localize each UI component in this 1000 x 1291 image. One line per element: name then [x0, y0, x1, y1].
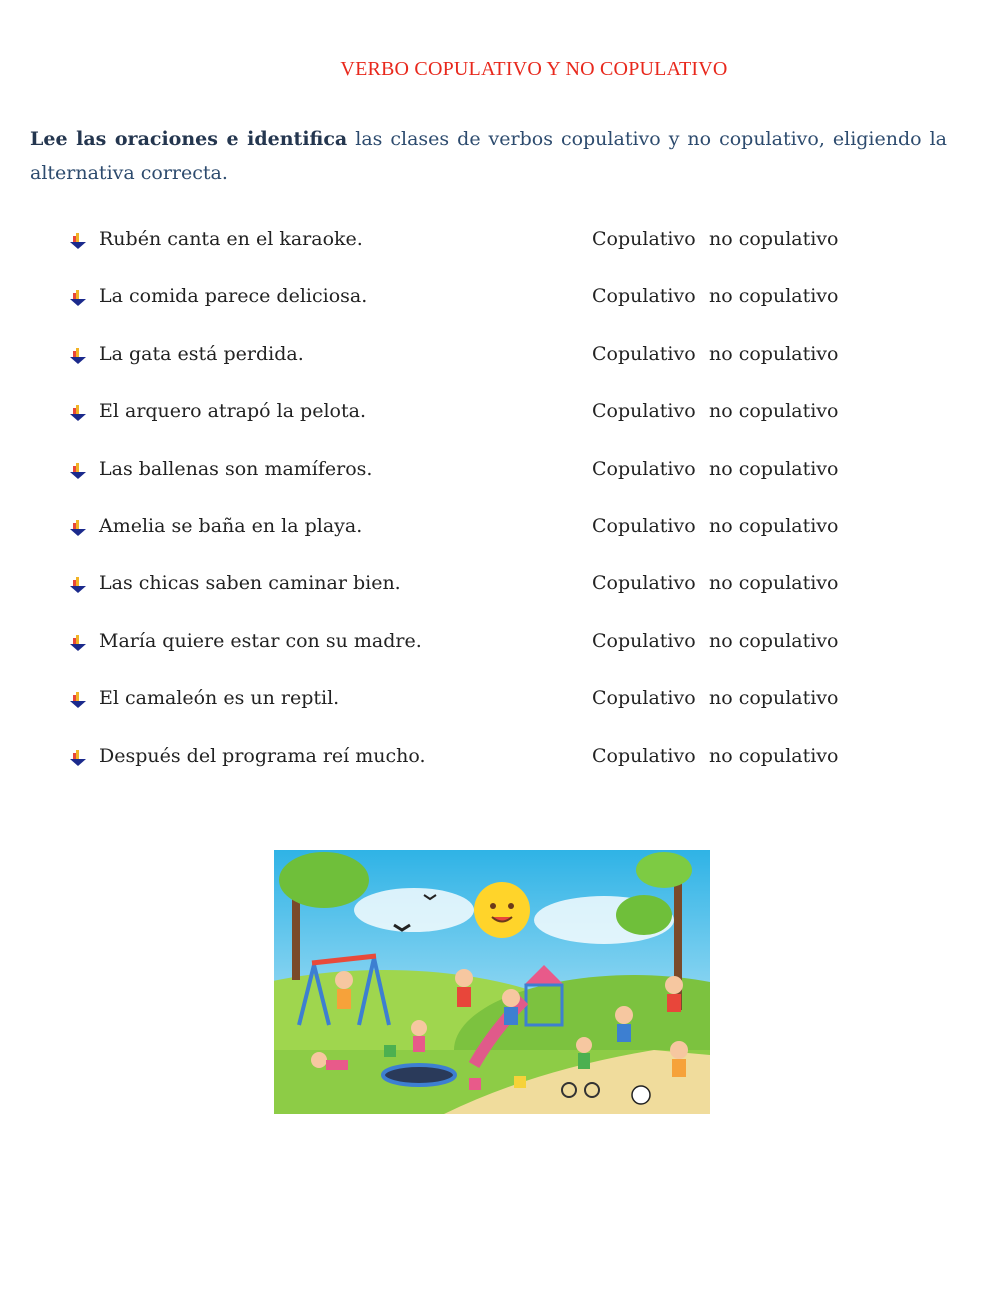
option-no-copulativo[interactable]: no copulativo	[709, 515, 839, 537]
arrow-bullet-icon	[68, 404, 88, 424]
option-copulativo[interactable]: Copulativo	[592, 228, 696, 250]
instructions-bold: Lee las oraciones e identifica	[30, 128, 348, 150]
exercise-item	[68, 630, 868, 660]
arrow-bullet-icon	[68, 347, 88, 367]
option-copulativo[interactable]: Copulativo	[592, 687, 696, 709]
arrow-bullet-icon	[68, 232, 88, 252]
exercise-item	[68, 515, 868, 545]
playground-image	[274, 850, 710, 1114]
arrow-bullet-icon	[68, 289, 88, 309]
exercise-item	[68, 745, 868, 775]
playground-illustration	[274, 850, 710, 1114]
sentence-text: El arquero atrapó la pelota.	[99, 400, 366, 422]
exercise-item	[68, 458, 868, 488]
option-no-copulativo[interactable]: no copulativo	[709, 745, 839, 767]
arrow-bullet-icon	[68, 634, 88, 654]
arrow-bullet-icon	[68, 519, 88, 539]
option-no-copulativo[interactable]: no copulativo	[709, 400, 839, 422]
sentence-text: Amelia se baña en la playa.	[99, 515, 363, 537]
exercise-item	[68, 285, 868, 315]
option-copulativo[interactable]: Copulativo	[592, 285, 696, 307]
instructions-text: las clases de verbos copulativo y no copulativo, eligiendo la alternativa correcta.	[30, 128, 947, 184]
arrow-bullet-icon	[68, 576, 88, 596]
worksheet-title: VERBO COPULATIVO Y NO COPULATIVO	[340, 58, 728, 80]
instructions	[30, 122, 947, 190]
option-no-copulativo[interactable]: no copulativo	[709, 343, 839, 365]
exercise-item	[68, 687, 868, 717]
exercise-item	[68, 228, 868, 258]
option-copulativo[interactable]: Copulativo	[592, 458, 696, 480]
sentence-text: María quiere estar con su madre.	[99, 630, 422, 652]
option-copulativo[interactable]: Copulativo	[592, 572, 696, 594]
option-copulativo[interactable]: Copulativo	[592, 630, 696, 652]
option-no-copulativo[interactable]: no copulativo	[709, 228, 839, 250]
sentence-text: La comida parece deliciosa.	[99, 285, 368, 307]
option-copulativo[interactable]: Copulativo	[592, 343, 696, 365]
exercise-item	[68, 400, 868, 430]
arrow-bullet-icon	[68, 462, 88, 482]
sentence-text: Las ballenas son mamíferos.	[99, 458, 373, 480]
arrow-bullet-icon	[68, 691, 88, 711]
arrow-bullet-icon	[68, 749, 88, 769]
option-no-copulativo[interactable]: no copulativo	[709, 458, 839, 480]
option-no-copulativo[interactable]: no copulativo	[709, 630, 839, 652]
sentence-text: Rubén canta en el karaoke.	[99, 228, 363, 250]
sentence-text: El camaleón es un reptil.	[99, 687, 340, 709]
option-no-copulativo[interactable]: no copulativo	[709, 572, 839, 594]
option-no-copulativo[interactable]: no copulativo	[709, 687, 839, 709]
sentence-text: La gata está perdida.	[99, 343, 304, 365]
option-copulativo[interactable]: Copulativo	[592, 515, 696, 537]
option-no-copulativo[interactable]: no copulativo	[709, 285, 839, 307]
exercise-item	[68, 343, 868, 373]
option-copulativo[interactable]: Copulativo	[592, 745, 696, 767]
option-copulativo[interactable]: Copulativo	[592, 400, 696, 422]
sentence-text: Después del programa reí mucho.	[99, 745, 426, 767]
sentence-text: Las chicas saben caminar bien.	[99, 572, 401, 594]
exercise-item	[68, 572, 868, 602]
